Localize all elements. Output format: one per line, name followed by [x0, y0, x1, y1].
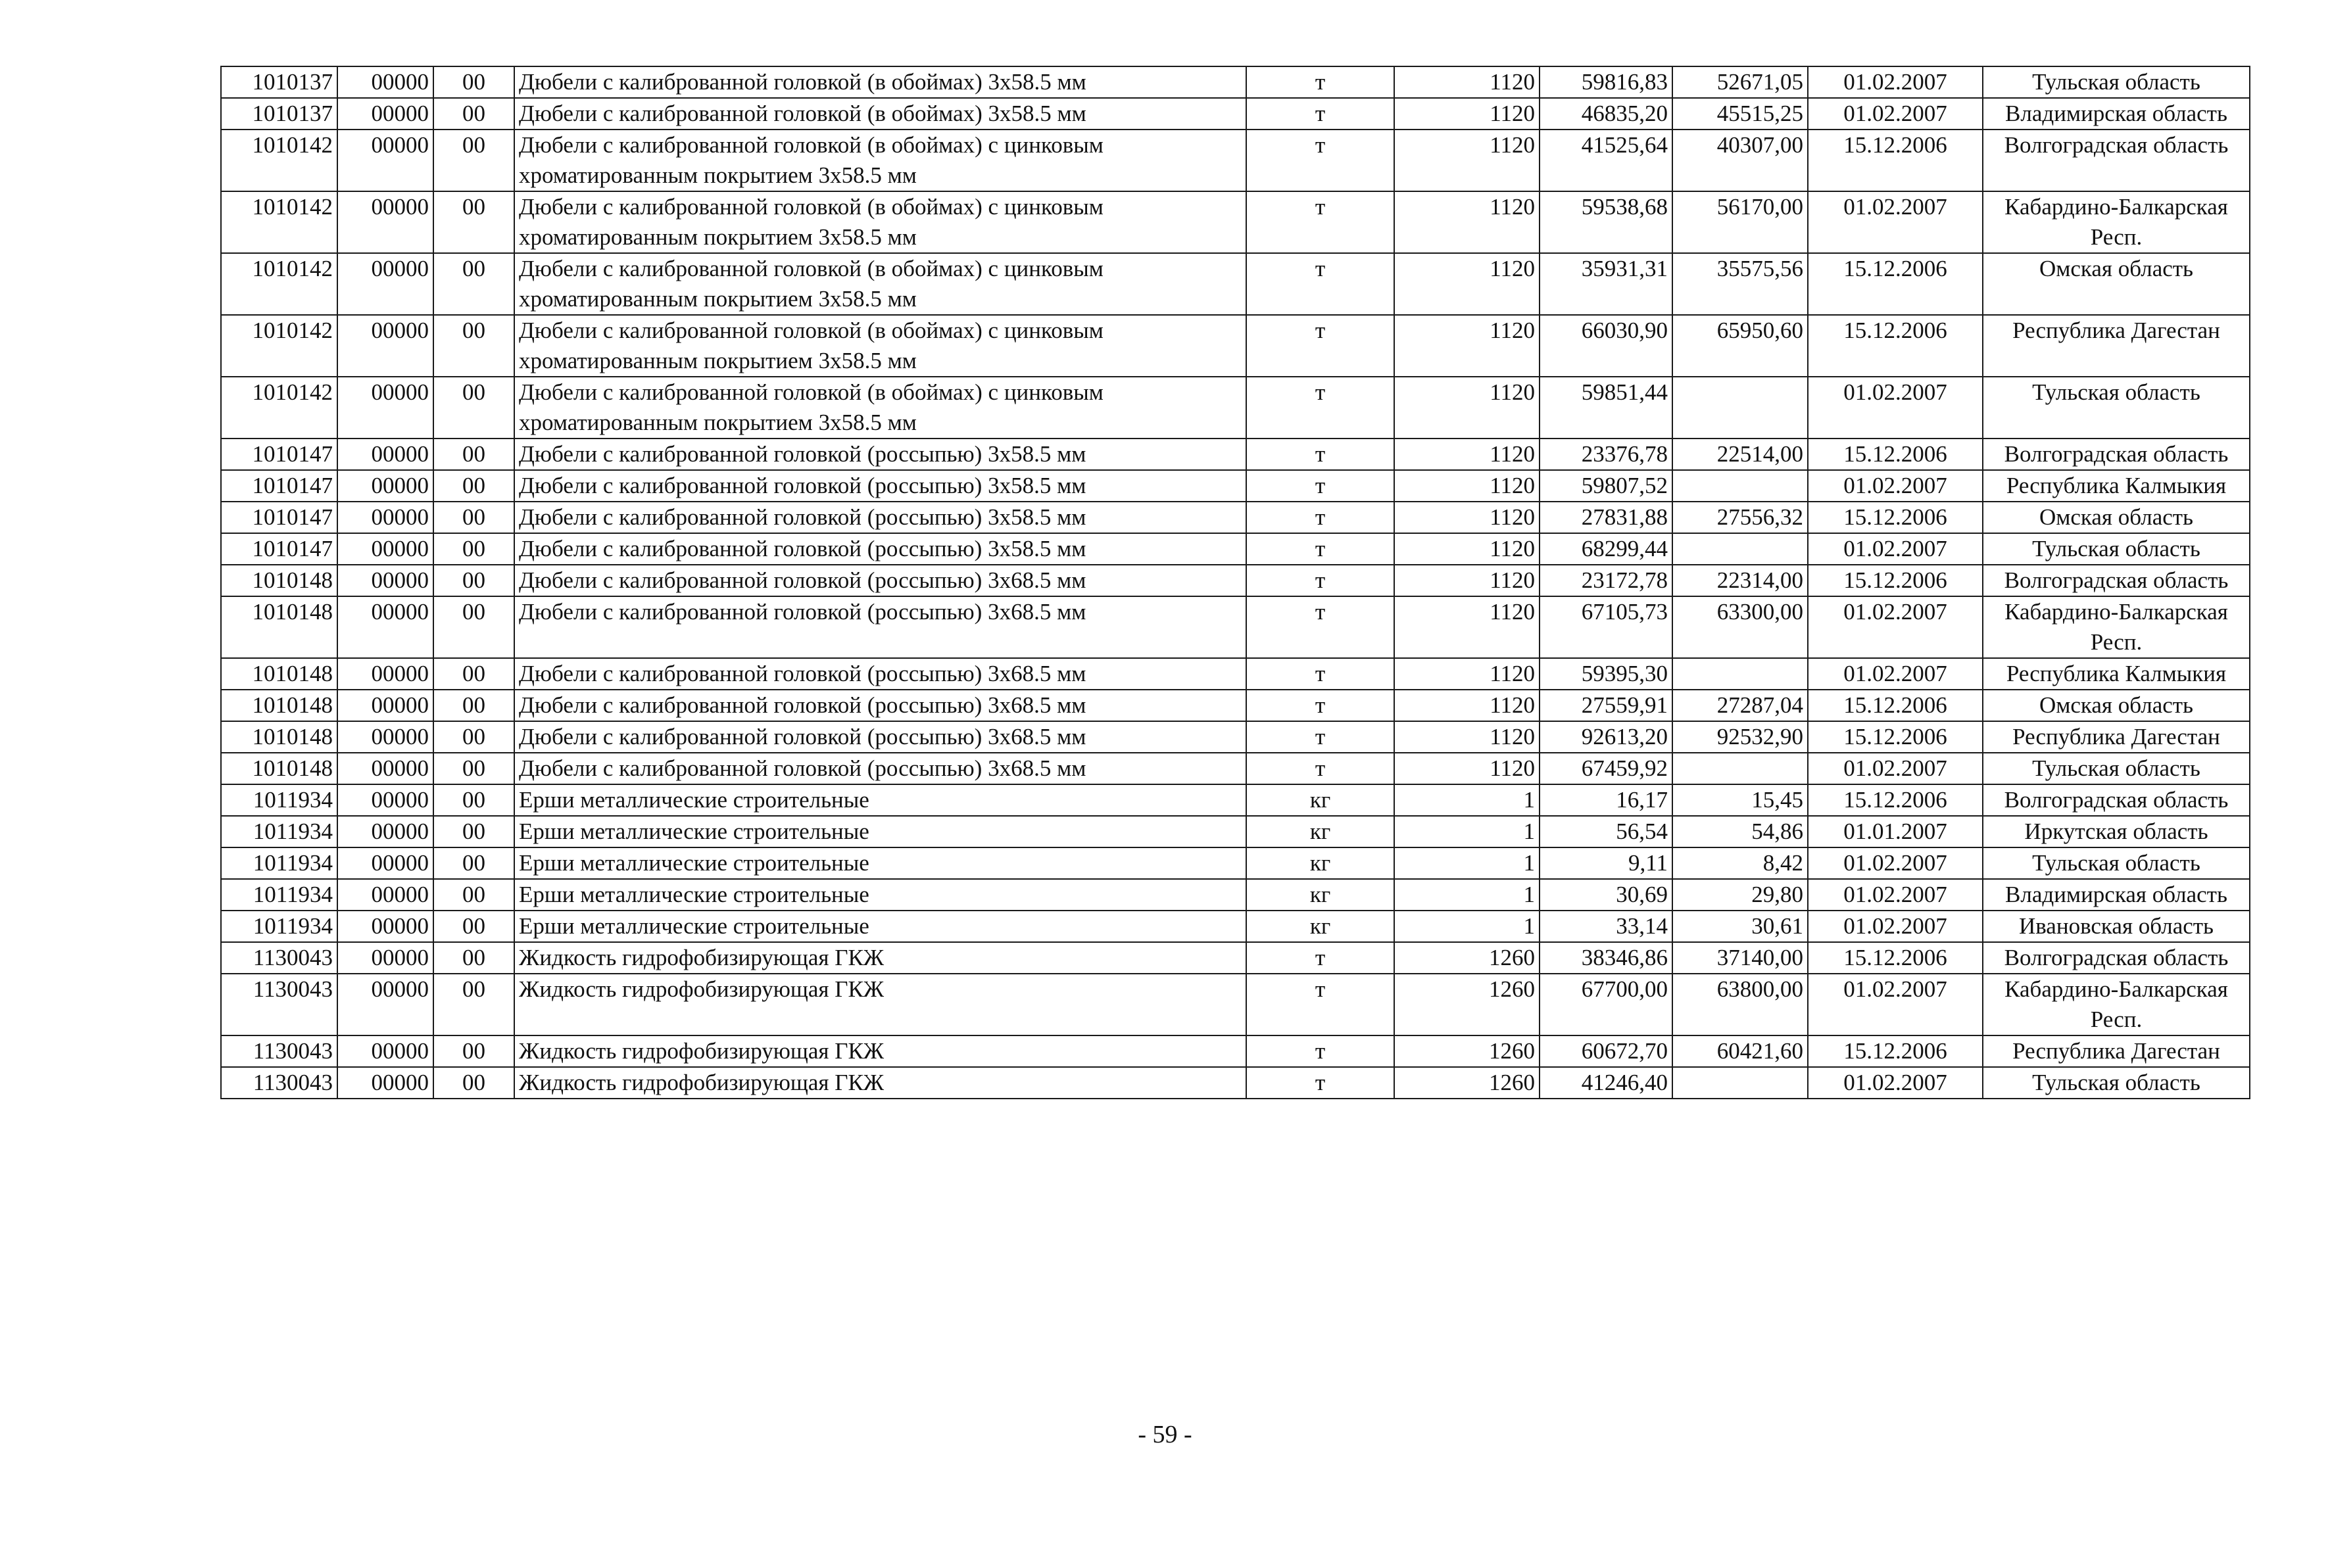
- cell-region: Волгоградская область: [1983, 439, 2250, 470]
- cell-price-1: 92613,20: [1540, 721, 1672, 753]
- cell-unit-code: 1260: [1394, 942, 1540, 974]
- cell-index: 00: [433, 1067, 514, 1099]
- cell-price-1: 68299,44: [1540, 533, 1672, 565]
- cell-subcode: 00000: [337, 315, 433, 377]
- cell-price-1: 66030,90: [1540, 315, 1672, 377]
- cell-unit: т: [1246, 377, 1394, 439]
- cell-index: 00: [433, 942, 514, 974]
- cell-subcode: 00000: [337, 377, 433, 439]
- cell-code: 1010142: [221, 191, 337, 253]
- cell-subcode: 00000: [337, 816, 433, 847]
- cell-subcode: 00000: [337, 721, 433, 753]
- cell-region: Республика Калмыкия: [1983, 470, 2250, 502]
- cell-region: Омская область: [1983, 690, 2250, 721]
- cell-description: Ерши металлические строительные: [514, 784, 1246, 816]
- cell-unit-code: 1120: [1394, 565, 1540, 596]
- cell-unit: кг: [1246, 879, 1394, 911]
- cell-price-2: 92532,90: [1672, 721, 1808, 753]
- cell-price-1: 41246,40: [1540, 1067, 1672, 1099]
- cell-index: 00: [433, 690, 514, 721]
- cell-code: 1010147: [221, 502, 337, 533]
- cell-subcode: 00000: [337, 439, 433, 470]
- cell-index: 00: [433, 816, 514, 847]
- table-row: [221, 1035, 2250, 1067]
- table-row: [221, 942, 2250, 974]
- cell-unit-code: 1260: [1394, 974, 1540, 1035]
- cell-unit: т: [1246, 658, 1394, 690]
- cell-description: Ерши металлические строительные: [514, 879, 1246, 911]
- table-body: [221, 66, 2250, 1099]
- cell-date: 01.02.2007: [1808, 66, 1983, 98]
- cell-code: 1010147: [221, 439, 337, 470]
- cell-price-2: 22514,00: [1672, 439, 1808, 470]
- cell-unit: т: [1246, 721, 1394, 753]
- cell-unit-code: 1120: [1394, 502, 1540, 533]
- cell-code: 1011934: [221, 911, 337, 942]
- cell-price-2: 54,86: [1672, 816, 1808, 847]
- cell-region: Волгоградская область: [1983, 942, 2250, 974]
- cell-subcode: 00000: [337, 191, 433, 253]
- table-row: [221, 502, 2250, 533]
- cell-unit: т: [1246, 98, 1394, 130]
- cell-price-1: 23376,78: [1540, 439, 1672, 470]
- cell-price-1: 67700,00: [1540, 974, 1672, 1035]
- cell-date: 01.02.2007: [1808, 658, 1983, 690]
- cell-price-1: 67459,92: [1540, 753, 1672, 784]
- cell-description: Жидкость гидрофобизирующая ГКЖ: [514, 1067, 1246, 1099]
- cell-index: 00: [433, 377, 514, 439]
- cell-code: 1010148: [221, 690, 337, 721]
- cell-date: 15.12.2006: [1808, 784, 1983, 816]
- cell-region: Кабардино-Балкарская Респ.: [1983, 974, 2250, 1035]
- cell-code: 1010148: [221, 753, 337, 784]
- cell-description: Дюбели с калиброванной головкой (россыпью) 3х58.5 мм: [514, 470, 1246, 502]
- cell-description: Дюбели с калиброванной головкой (россыпью) 3х68.5 мм: [514, 658, 1246, 690]
- cell-unit: т: [1246, 1067, 1394, 1099]
- cell-price-1: 33,14: [1540, 911, 1672, 942]
- cell-index: 00: [433, 502, 514, 533]
- cell-index: 00: [433, 596, 514, 658]
- cell-index: 00: [433, 911, 514, 942]
- cell-date: 15.12.2006: [1808, 565, 1983, 596]
- cell-region: Тульская область: [1983, 753, 2250, 784]
- cell-unit: т: [1246, 753, 1394, 784]
- cell-description: Дюбели с калиброванной головкой (в обоймах) с цинковым хроматированным покрытием 3х58.5 мм: [514, 315, 1246, 377]
- cell-subcode: 00000: [337, 253, 433, 315]
- cell-price-2: 22314,00: [1672, 565, 1808, 596]
- table-row: [221, 191, 2250, 253]
- cell-unit: т: [1246, 66, 1394, 98]
- cell-subcode: 00000: [337, 1067, 433, 1099]
- cell-index: 00: [433, 130, 514, 191]
- cell-date: 01.02.2007: [1808, 879, 1983, 911]
- table-row: [221, 879, 2250, 911]
- cell-description: Дюбели с калиброванной головкой (россыпью) 3х58.5 мм: [514, 533, 1246, 565]
- cell-region: Тульская область: [1983, 377, 2250, 439]
- cell-description: Ерши металлические строительные: [514, 816, 1246, 847]
- cell-description: Дюбели с калиброванной головкой (в обоймах) 3х58.5 мм: [514, 98, 1246, 130]
- cell-price-2: 15,45: [1672, 784, 1808, 816]
- table-row: [221, 439, 2250, 470]
- cell-region: Тульская область: [1983, 533, 2250, 565]
- cell-date: 15.12.2006: [1808, 253, 1983, 315]
- cell-date: 01.02.2007: [1808, 847, 1983, 879]
- cell-price-2: 30,61: [1672, 911, 1808, 942]
- cell-price-2: [1672, 753, 1808, 784]
- cell-code: 1010148: [221, 658, 337, 690]
- cell-subcode: 00000: [337, 470, 433, 502]
- cell-price-2: [1672, 533, 1808, 565]
- cell-region: Владимирская область: [1983, 879, 2250, 911]
- cell-date: 01.02.2007: [1808, 98, 1983, 130]
- cell-description: Дюбели с калиброванной головкой (россыпью) 3х68.5 мм: [514, 690, 1246, 721]
- cell-description: Дюбели с калиброванной головкой (в обоймах) с цинковым хроматированным покрытием 3х58.5 мм: [514, 130, 1246, 191]
- cell-region: Республика Дагестан: [1983, 721, 2250, 753]
- cell-unit: кг: [1246, 911, 1394, 942]
- cell-subcode: 00000: [337, 942, 433, 974]
- cell-price-1: 41525,64: [1540, 130, 1672, 191]
- cell-price-1: 30,69: [1540, 879, 1672, 911]
- cell-date: 01.02.2007: [1808, 974, 1983, 1035]
- cell-unit: кг: [1246, 784, 1394, 816]
- cell-region: Республика Дагестан: [1983, 315, 2250, 377]
- cell-subcode: 00000: [337, 784, 433, 816]
- cell-subcode: 00000: [337, 596, 433, 658]
- cell-code: 1130043: [221, 1035, 337, 1067]
- cell-unit: т: [1246, 690, 1394, 721]
- cell-code: 1011934: [221, 816, 337, 847]
- cell-date: 15.12.2006: [1808, 721, 1983, 753]
- cell-index: 00: [433, 439, 514, 470]
- cell-code: 1010148: [221, 721, 337, 753]
- cell-region: Ивановская область: [1983, 911, 2250, 942]
- cell-date: 15.12.2006: [1808, 315, 1983, 377]
- cell-date: 01.02.2007: [1808, 533, 1983, 565]
- cell-unit-code: 1120: [1394, 66, 1540, 98]
- cell-unit-code: 1120: [1394, 690, 1540, 721]
- cell-index: 00: [433, 191, 514, 253]
- cell-price-2: 40307,00: [1672, 130, 1808, 191]
- cell-description: Дюбели с калиброванной головкой (россыпью) 3х68.5 мм: [514, 596, 1246, 658]
- table-row: [221, 658, 2250, 690]
- table-row: [221, 784, 2250, 816]
- cell-unit-code: 1120: [1394, 191, 1540, 253]
- cell-code: 1011934: [221, 784, 337, 816]
- cell-region: Кабардино-Балкарская Респ.: [1983, 596, 2250, 658]
- cell-unit: т: [1246, 565, 1394, 596]
- cell-price-1: 59851,44: [1540, 377, 1672, 439]
- cell-region: Владимирская область: [1983, 98, 2250, 130]
- cell-code: 1010142: [221, 253, 337, 315]
- cell-code: 1010147: [221, 470, 337, 502]
- cell-code: 1010137: [221, 66, 337, 98]
- cell-price-1: 59816,83: [1540, 66, 1672, 98]
- cell-date: 15.12.2006: [1808, 1035, 1983, 1067]
- cell-code: 1010142: [221, 130, 337, 191]
- cell-price-2: [1672, 377, 1808, 439]
- cell-unit-code: 1260: [1394, 1035, 1540, 1067]
- cell-index: 00: [433, 98, 514, 130]
- cell-unit: кг: [1246, 816, 1394, 847]
- cell-price-2: 65950,60: [1672, 315, 1808, 377]
- cell-code: 1010148: [221, 565, 337, 596]
- cell-price-2: 27287,04: [1672, 690, 1808, 721]
- table-row: [221, 66, 2250, 98]
- cell-date: 01.02.2007: [1808, 191, 1983, 253]
- cell-description: Дюбели с калиброванной головкой (россыпью) 3х68.5 мм: [514, 721, 1246, 753]
- cell-unit-code: 1120: [1394, 596, 1540, 658]
- cell-price-2: 52671,05: [1672, 66, 1808, 98]
- cell-subcode: 00000: [337, 911, 433, 942]
- cell-description: Дюбели с калиброванной головкой (в обоймах) 3х58.5 мм: [514, 66, 1246, 98]
- table-row: [221, 816, 2250, 847]
- cell-date: 15.12.2006: [1808, 502, 1983, 533]
- cell-subcode: 00000: [337, 879, 433, 911]
- cell-unit-code: 1: [1394, 879, 1540, 911]
- cell-unit-code: 1120: [1394, 130, 1540, 191]
- cell-code: 1130043: [221, 974, 337, 1035]
- cell-region: Республика Дагестан: [1983, 1035, 2250, 1067]
- cell-description: Дюбели с калиброванной головкой (россыпью) 3х58.5 мм: [514, 439, 1246, 470]
- table-row: [221, 315, 2250, 377]
- cell-unit: т: [1246, 974, 1394, 1035]
- cell-region: Иркутская область: [1983, 816, 2250, 847]
- cell-region: Омская область: [1983, 502, 2250, 533]
- page-number: - 59 -: [1138, 1421, 1192, 1448]
- table-row: [221, 565, 2250, 596]
- cell-index: 00: [433, 1035, 514, 1067]
- cell-code: 1011934: [221, 847, 337, 879]
- cell-price-1: 56,54: [1540, 816, 1672, 847]
- cell-subcode: 00000: [337, 658, 433, 690]
- cell-unit: т: [1246, 502, 1394, 533]
- cell-price-1: 60672,70: [1540, 1035, 1672, 1067]
- cell-price-2: [1672, 470, 1808, 502]
- cell-subcode: 00000: [337, 98, 433, 130]
- cell-date: 01.02.2007: [1808, 1067, 1983, 1099]
- cell-price-1: 35931,31: [1540, 253, 1672, 315]
- cell-unit: т: [1246, 191, 1394, 253]
- cell-code: 1010147: [221, 533, 337, 565]
- cell-date: 15.12.2006: [1808, 439, 1983, 470]
- cell-unit: т: [1246, 315, 1394, 377]
- cell-unit-code: 1: [1394, 816, 1540, 847]
- cell-unit-code: 1: [1394, 784, 1540, 816]
- cell-region: Омская область: [1983, 253, 2250, 315]
- cell-subcode: 00000: [337, 565, 433, 596]
- cell-unit-code: 1120: [1394, 377, 1540, 439]
- cell-unit: т: [1246, 470, 1394, 502]
- cell-region: Волгоградская область: [1983, 565, 2250, 596]
- cell-unit-code: 1120: [1394, 753, 1540, 784]
- cell-unit: т: [1246, 130, 1394, 191]
- cell-code: 1130043: [221, 942, 337, 974]
- cell-price-1: 46835,20: [1540, 98, 1672, 130]
- cell-date: 15.12.2006: [1808, 130, 1983, 191]
- cell-price-2: 29,80: [1672, 879, 1808, 911]
- cell-index: 00: [433, 879, 514, 911]
- cell-price-2: [1672, 1067, 1808, 1099]
- cell-date: 01.02.2007: [1808, 377, 1983, 439]
- cell-index: 00: [433, 533, 514, 565]
- cell-subcode: 00000: [337, 1035, 433, 1067]
- cell-subcode: 00000: [337, 533, 433, 565]
- table-row: [221, 1067, 2250, 1099]
- cell-code: 1130043: [221, 1067, 337, 1099]
- cell-region: Тульская область: [1983, 847, 2250, 879]
- cell-index: 00: [433, 753, 514, 784]
- cell-unit: т: [1246, 596, 1394, 658]
- cell-unit: т: [1246, 533, 1394, 565]
- table-row: [221, 911, 2250, 942]
- cell-price-2: 27556,32: [1672, 502, 1808, 533]
- cell-subcode: 00000: [337, 130, 433, 191]
- price-table: [220, 66, 2250, 1099]
- cell-price-1: 27831,88: [1540, 502, 1672, 533]
- cell-price-2: 63800,00: [1672, 974, 1808, 1035]
- cell-unit: т: [1246, 1035, 1394, 1067]
- cell-unit: т: [1246, 942, 1394, 974]
- cell-unit-code: 1260: [1394, 1067, 1540, 1099]
- cell-index: 00: [433, 721, 514, 753]
- cell-code: 1010142: [221, 377, 337, 439]
- cell-price-2: 45515,25: [1672, 98, 1808, 130]
- table-row: [221, 470, 2250, 502]
- cell-price-1: 23172,78: [1540, 565, 1672, 596]
- table-row: [221, 377, 2250, 439]
- cell-price-1: 59395,30: [1540, 658, 1672, 690]
- cell-region: Кабардино-Балкарская Респ.: [1983, 191, 2250, 253]
- cell-code: 1010142: [221, 315, 337, 377]
- cell-unit-code: 1120: [1394, 98, 1540, 130]
- cell-description: Жидкость гидрофобизирующая ГКЖ: [514, 942, 1246, 974]
- table-row: [221, 98, 2250, 130]
- cell-index: 00: [433, 784, 514, 816]
- cell-region: Волгоградская область: [1983, 784, 2250, 816]
- cell-unit-code: 1120: [1394, 658, 1540, 690]
- cell-region: Тульская область: [1983, 66, 2250, 98]
- cell-unit-code: 1120: [1394, 721, 1540, 753]
- cell-price-1: 38346,86: [1540, 942, 1672, 974]
- table-row: [221, 533, 2250, 565]
- cell-price-2: 37140,00: [1672, 942, 1808, 974]
- cell-unit: кг: [1246, 847, 1394, 879]
- cell-subcode: 00000: [337, 502, 433, 533]
- cell-region: Республика Калмыкия: [1983, 658, 2250, 690]
- cell-unit-code: 1: [1394, 847, 1540, 879]
- cell-description: Дюбели с калиброванной головкой (россыпью) 3х68.5 мм: [514, 565, 1246, 596]
- cell-index: 00: [433, 253, 514, 315]
- cell-description: Дюбели с калиброванной головкой (в обоймах) с цинковым хроматированным покрытием 3х58.5 мм: [514, 377, 1246, 439]
- table-row: [221, 596, 2250, 658]
- cell-date: 01.02.2007: [1808, 470, 1983, 502]
- cell-subcode: 00000: [337, 753, 433, 784]
- cell-unit: т: [1246, 253, 1394, 315]
- cell-code: 1011934: [221, 879, 337, 911]
- table-row: [221, 130, 2250, 191]
- cell-unit-code: 1120: [1394, 253, 1540, 315]
- cell-price-1: 67105,73: [1540, 596, 1672, 658]
- cell-subcode: 00000: [337, 974, 433, 1035]
- cell-price-2: 35575,56: [1672, 253, 1808, 315]
- cell-date: 01.02.2007: [1808, 596, 1983, 658]
- cell-date: 15.12.2006: [1808, 942, 1983, 974]
- table-row: [221, 847, 2250, 879]
- cell-unit-code: 1120: [1394, 470, 1540, 502]
- cell-code: 1010137: [221, 98, 337, 130]
- cell-description: Жидкость гидрофобизирующая ГКЖ: [514, 1035, 1246, 1067]
- cell-price-1: 16,17: [1540, 784, 1672, 816]
- table-row: [221, 690, 2250, 721]
- cell-price-2: 56170,00: [1672, 191, 1808, 253]
- cell-subcode: 00000: [337, 847, 433, 879]
- cell-index: 00: [433, 565, 514, 596]
- table-row: [221, 753, 2250, 784]
- cell-price-2: 63300,00: [1672, 596, 1808, 658]
- cell-description: Ерши металлические строительные: [514, 911, 1246, 942]
- cell-date: 01.02.2007: [1808, 753, 1983, 784]
- cell-index: 00: [433, 315, 514, 377]
- cell-index: 00: [433, 658, 514, 690]
- cell-price-1: 59807,52: [1540, 470, 1672, 502]
- table-row: [221, 253, 2250, 315]
- cell-unit: т: [1246, 439, 1394, 470]
- cell-description: Жидкость гидрофобизирующая ГКЖ: [514, 974, 1246, 1035]
- cell-description: Дюбели с калиброванной головкой (россыпью) 3х58.5 мм: [514, 502, 1246, 533]
- cell-index: 00: [433, 974, 514, 1035]
- cell-price-1: 59538,68: [1540, 191, 1672, 253]
- cell-subcode: 00000: [337, 66, 433, 98]
- cell-price-1: 9,11: [1540, 847, 1672, 879]
- cell-description: Дюбели с калиброванной головкой (россыпью) 3х68.5 мм: [514, 753, 1246, 784]
- cell-date: 01.02.2007: [1808, 911, 1983, 942]
- cell-description: Ерши металлические строительные: [514, 847, 1246, 879]
- cell-unit-code: 1120: [1394, 439, 1540, 470]
- cell-region: Волгоградская область: [1983, 130, 2250, 191]
- cell-index: 00: [433, 66, 514, 98]
- cell-date: 15.12.2006: [1808, 690, 1983, 721]
- cell-region: Тульская область: [1983, 1067, 2250, 1099]
- cell-price-1: 27559,91: [1540, 690, 1672, 721]
- cell-index: 00: [433, 470, 514, 502]
- cell-unit-code: 1: [1394, 911, 1540, 942]
- table-row: [221, 721, 2250, 753]
- cell-code: 1010148: [221, 596, 337, 658]
- cell-unit-code: 1120: [1394, 315, 1540, 377]
- cell-price-2: 60421,60: [1672, 1035, 1808, 1067]
- cell-subcode: 00000: [337, 690, 433, 721]
- table-row: [221, 974, 2250, 1035]
- cell-price-2: [1672, 658, 1808, 690]
- cell-unit-code: 1120: [1394, 533, 1540, 565]
- cell-description: Дюбели с калиброванной головкой (в обоймах) с цинковым хроматированным покрытием 3х58.5 мм: [514, 191, 1246, 253]
- cell-description: Дюбели с калиброванной головкой (в обоймах) с цинковым хроматированным покрытием 3х58.5 мм: [514, 253, 1246, 315]
- cell-date: 01.01.2007: [1808, 816, 1983, 847]
- cell-index: 00: [433, 847, 514, 879]
- cell-price-2: 8,42: [1672, 847, 1808, 879]
